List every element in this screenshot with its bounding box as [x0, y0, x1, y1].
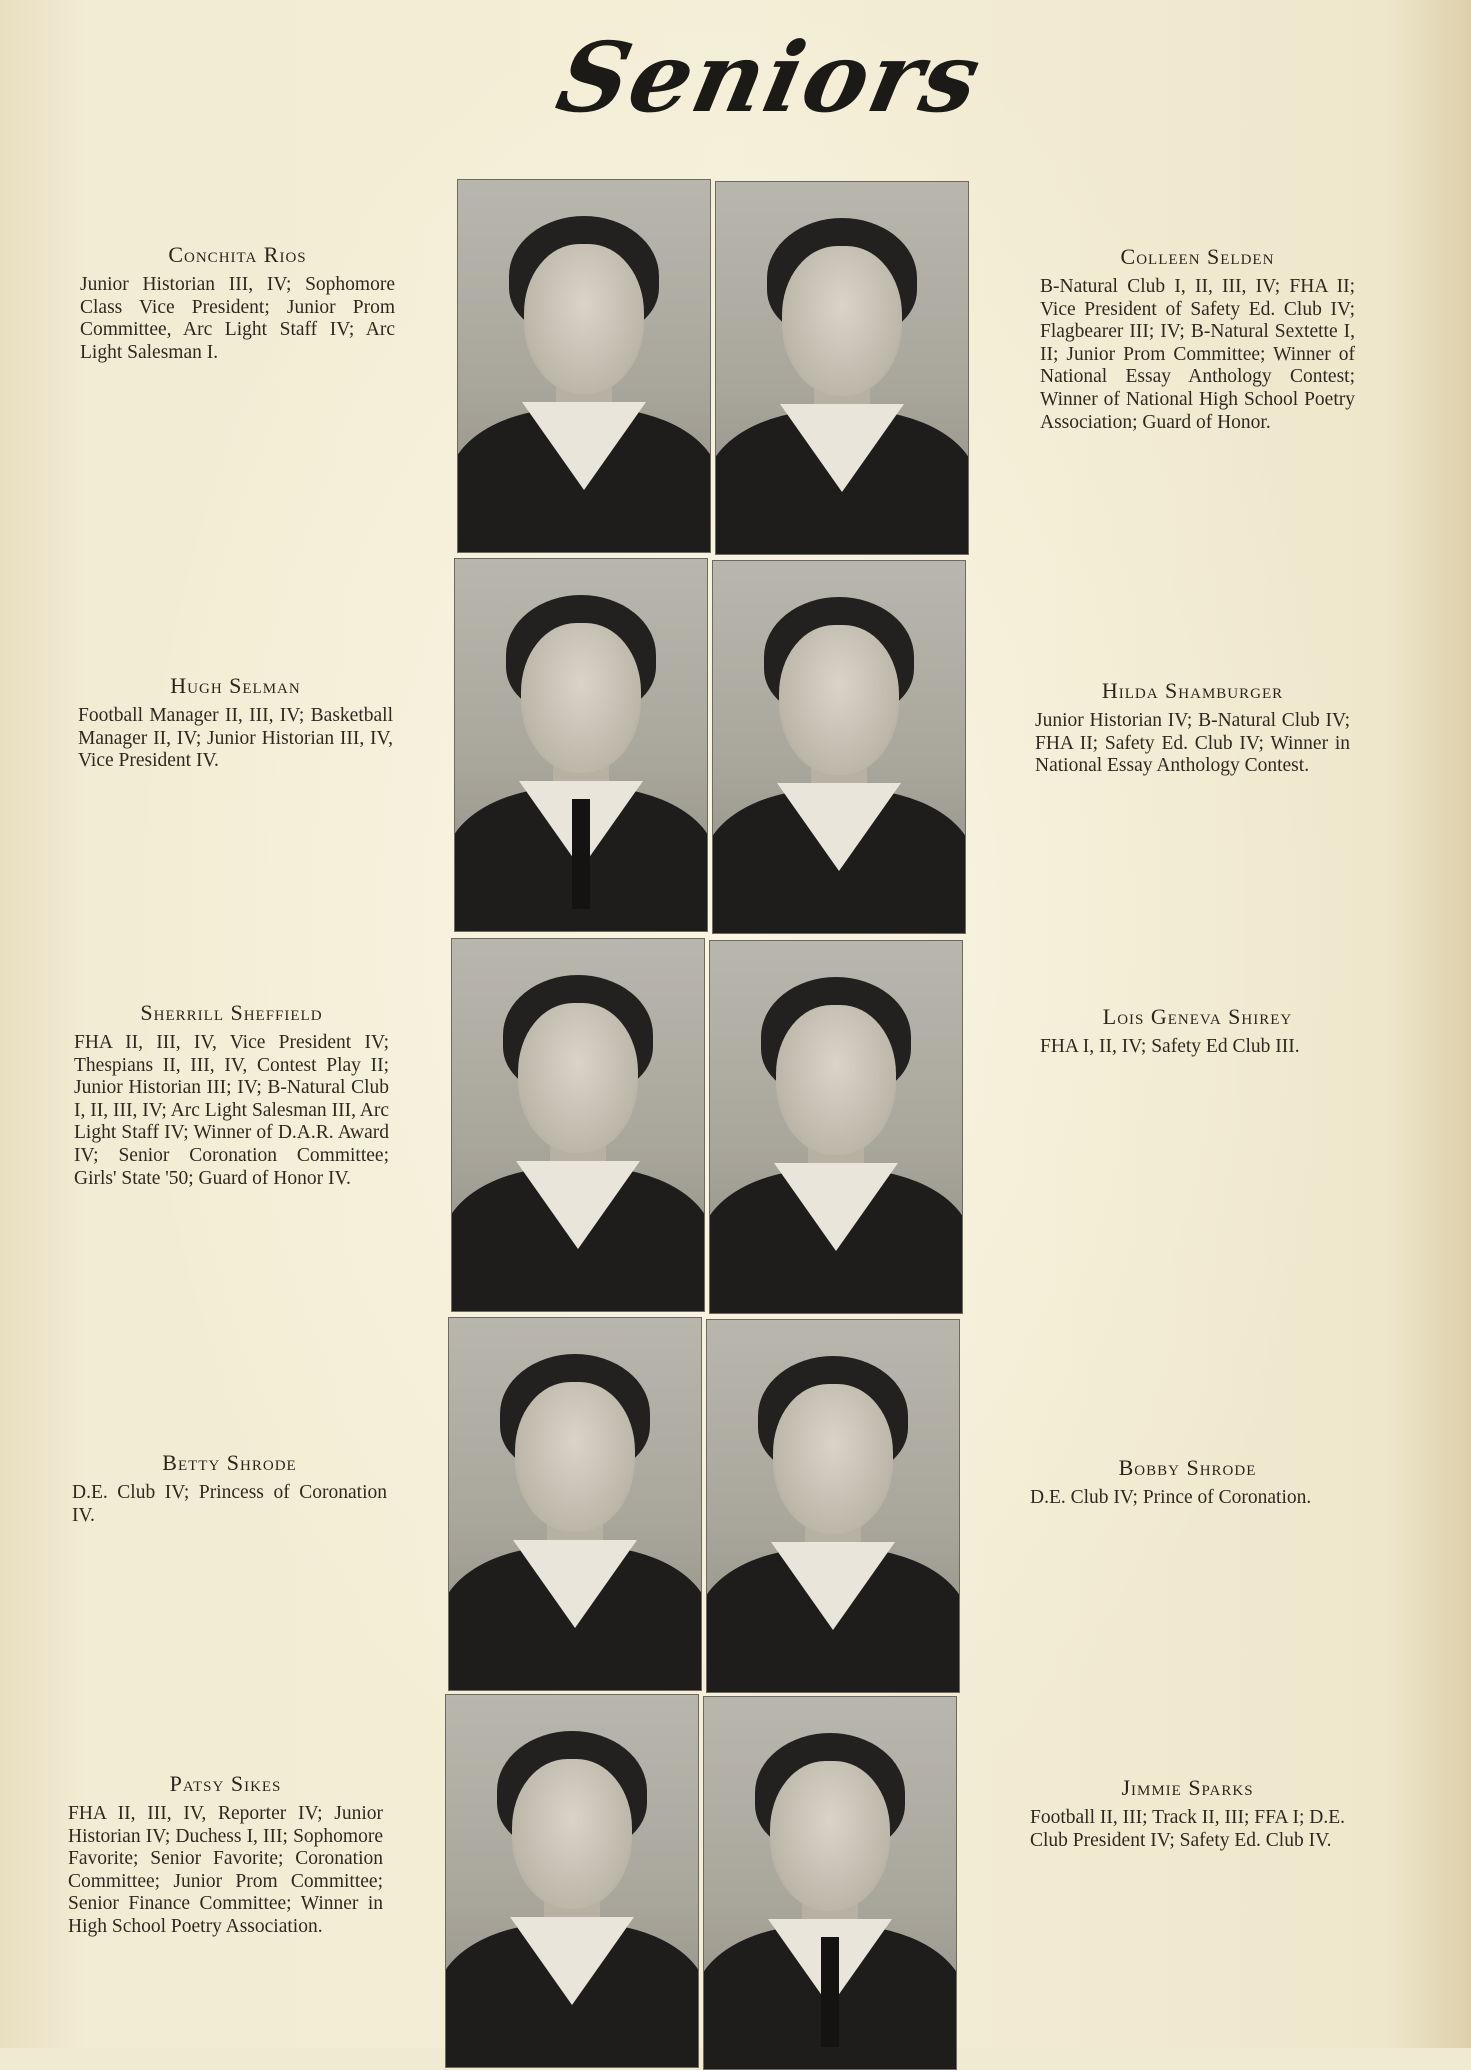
portrait-photo [445, 1694, 699, 2068]
senior-name: Conchita Rios [168, 242, 307, 267]
portrait-photo [448, 1317, 702, 1691]
senior-name: Sherrill Sheffield [140, 1000, 323, 1025]
senior-entry-right-3 [1040, 1004, 1355, 1059]
senior-entry-left-3 [74, 1000, 389, 1190]
senior-bio: Football Manager II, III, IV; Basketball Manager II, IV; Junior Historian III, IV, Vice President IV. [78, 705, 393, 772]
senior-bio: Football II, III; Track II, III; FFA I; D.E. Club President IV; Safety Ed. Club IV. [1030, 1807, 1345, 1851]
senior-entry-left-2 [78, 673, 393, 773]
portrait-photo [712, 560, 966, 934]
senior-name: Colleen Selden [1120, 244, 1275, 269]
senior-entry-left-5 [68, 1771, 383, 1939]
senior-entry-right-4 [1030, 1455, 1345, 1510]
senior-name: Hugh Selman [170, 673, 301, 698]
senior-bio: FHA I, II, IV; Safety Ed Club III. [1040, 1036, 1300, 1057]
senior-name: Jimmie Sparks [1121, 1775, 1254, 1800]
senior-entry-right-2 [1035, 678, 1350, 778]
senior-bio: Junior Historian IV; B-Natural Club IV; FHA II; Safety Ed. Club IV; Winner in National Essay Anthology Contest. [1035, 710, 1350, 777]
portrait-photo [451, 938, 705, 1312]
senior-name: Bobby Shrode [1118, 1455, 1257, 1480]
senior-bio: D.E. Club IV; Princess of Coronation IV. [72, 1482, 387, 1526]
senior-entry-left-4 [72, 1450, 387, 1527]
senior-bio: Junior Historian III, IV; Sophomore Class Vice President; Junior Prom Committee, Arc Light Staff IV; Arc Light Salesman I. [80, 274, 395, 363]
portrait-photo [454, 558, 708, 932]
portrait-photo [709, 940, 963, 1314]
senior-entry-right-1 [1040, 244, 1355, 434]
senior-name: Betty Shrode [162, 1450, 297, 1475]
portrait-photo [457, 179, 711, 553]
senior-entry-right-5 [1030, 1775, 1345, 1852]
portrait-photo [715, 181, 969, 555]
portrait-photo [706, 1319, 960, 1693]
senior-name: Lois Geneva Shirey [1102, 1004, 1293, 1029]
senior-bio: D.E. Club IV; Prince of Coronation. [1030, 1487, 1312, 1508]
senior-bio: FHA II, III, IV, Reporter IV; Junior Historian IV; Duchess I, III; Sophomore Favorite; Senior Favorite; Coronation Committee; Junior Prom Committee; Senior Finance Committee; Winner in High School Poetry Association. [68, 1803, 383, 1937]
portrait-photo [703, 1696, 957, 2070]
senior-entry-left-1 [80, 242, 395, 364]
senior-bio: FHA II, III, IV, Vice President IV; Thespians II, III, IV, Contest Play II; Junior Historian III; IV; B-Natural Club I, II, III, IV; Arc Light Salesman III, Arc Light Staff IV; Winner of D.A.R. Award IV; Senior Coronation Committee; Girls' State '50; Guard of Honor IV. [74, 1032, 389, 1189]
senior-name: Hilda Shamburger [1101, 678, 1284, 703]
senior-name: Patsy Sikes [169, 1771, 282, 1796]
senior-bio: B-Natural Club I, II, III, IV; FHA II; Vice President of Safety Ed. Club IV; Flagbearer III; IV; B-Natural Sextette I, II; Junior Prom Committee; Winner of National Essay Anthology Contest; Winner of National High School Poetry Association; Guard of Honor. [1040, 276, 1355, 433]
page-title: Seniors [548, 21, 992, 134]
